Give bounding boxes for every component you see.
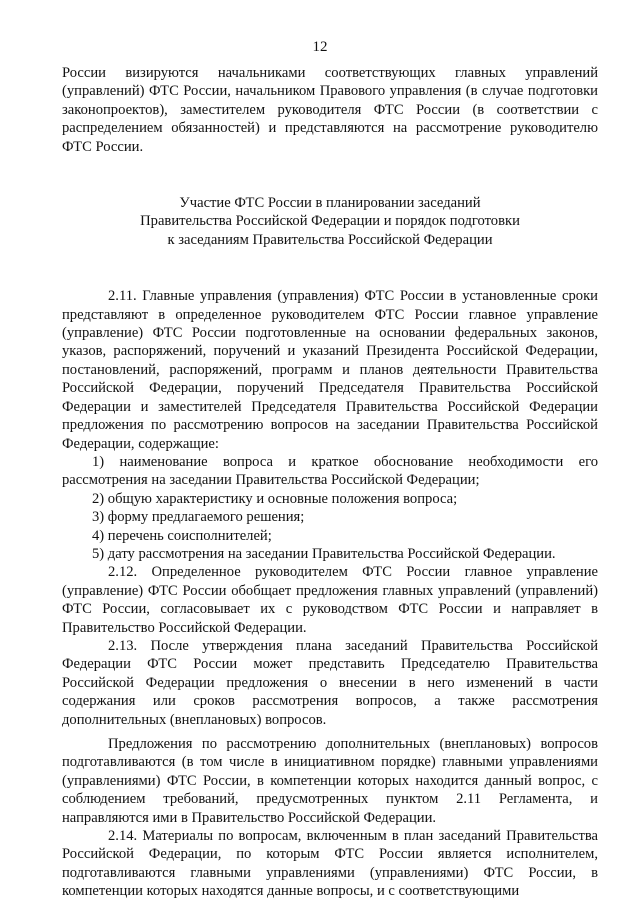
paragraph-2-13: 2.13. После утверждения плана заседаний Правительства Российской Федерации ФТС России может представить Председателю Правительства Российской Федерации предложения о внесении в него изменений в части содержания или сроков рассмотрения вопросов, а также рассмотрения дополнительных (внеплановых) вопросов.	[62, 637, 598, 728]
paragraph-intro-continuation: России визируются начальниками соответствующих главных управлений (управлений) ФТС России, начальником Правового управления (в случае подготовки законопроектов), заместителем руководителя ФТС России (в соответствии с распределением обязанностей) и представляются на рассмотрение руководителю ФТС России.	[62, 65, 598, 155]
paragraph-2-11: 2.11. Главные управления (управления) ФТС России в установленные сроки представляют в определенное руководителем ФТС России главное управление (управление) ФТС России подготовленные на основании федеральных законов, указов, распоряжений, поручений и указаний Президента Российской Федерации, постановлений, распоряжений, программ и планов деятельности Правительства Российской Федерации, поручений Председателя Правительства Российской Федерации и заместителей Председателя Правительства Российской Федерации предложения по рассмотрению вопросов на заседании Правительства Российской Федерации, содержащие:	[62, 288, 598, 452]
section-heading-line-1: Участие ФТС России в планировании заседаний	[179, 195, 481, 212]
paragraph-2-14: 2.14. Материалы по вопросам, включенным в план заседаний Правительства Российской Федерации, по которым ФТС России является исполнителем, подготавливаются главными управлениями (управлениями) ФТС России, в компетенции которых находятся данные вопросы, и с соответствующими	[62, 828, 598, 900]
list-item-4: 4) перечень соисполнителей;	[92, 527, 272, 544]
paragraph-additional-proposals: Предложения по рассмотрению дополнительных (внеплановых) вопросов подготавливаются (в том числе в инициативном порядке) главными управлениями (управлениями) ФТС России, в компетенции которых находится данный вопрос, с соблюдением требований, предусмотренных пунктом 2.11 Регламента, и направляются ими в Правительство Российской Федерации.	[62, 736, 598, 826]
list-item-1: 1) наименование вопроса и краткое обоснование необходимости его рассмотрения на заседании Правительства Российской Федерации;	[62, 453, 598, 489]
section-heading-line-3: к заседаниям Правительства Российской Федерации	[167, 231, 493, 248]
list-item-5: 5) дату рассмотрения на заседании Правительства Российской Федерации.	[92, 545, 556, 562]
section-heading-line-2: Правительства Российской Федерации и порядок подготовки	[140, 213, 520, 230]
paragraph-2-12: 2.12. Определенное руководителем ФТС России главное управление (управление) ФТС России обобщает предложения главных управлений (управлений) ФТС России, согласовывает их с руководством ФТС России и направляет в Правительство Российской Федерации.	[62, 564, 598, 636]
document-body	[62, 64, 598, 901]
list-item-3: 3) форму предлагаемого решения;	[92, 509, 305, 526]
page-number: 12	[312, 39, 328, 55]
list-item-2: 2) общую характеристику и основные положения вопроса;	[92, 490, 458, 507]
section-heading	[62, 194, 598, 249]
